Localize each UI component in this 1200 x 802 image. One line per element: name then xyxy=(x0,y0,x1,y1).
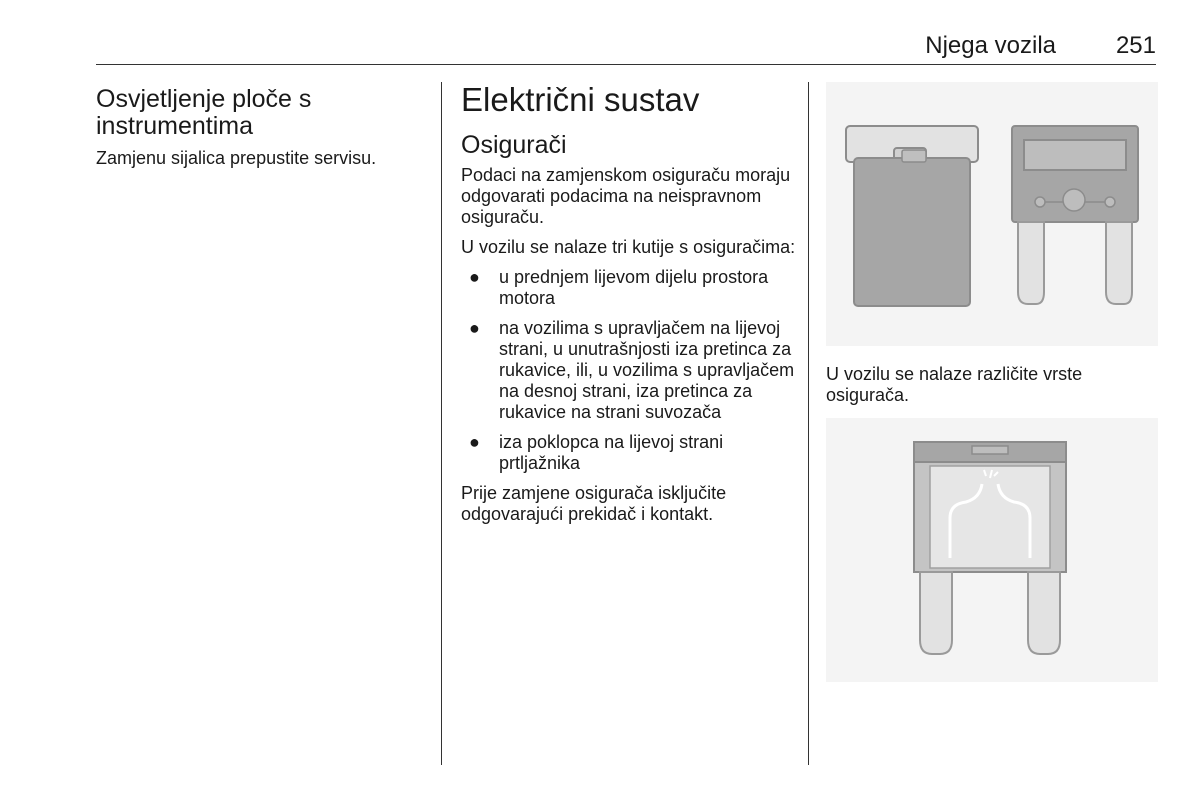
list-item xyxy=(461,267,796,309)
right-column xyxy=(826,82,1158,682)
column-divider-2 xyxy=(808,82,809,765)
paragraph-fuse-boxes: U vozilu se nalaze tri kutije s osiguračima: xyxy=(461,237,796,257)
mini-fuse-icon xyxy=(1012,126,1138,304)
section-title: Njega vozila xyxy=(925,32,1056,59)
left-column xyxy=(96,86,426,178)
bullet-dot-icon: ● xyxy=(469,318,480,338)
page-header xyxy=(96,30,1156,65)
middle-column xyxy=(461,82,796,534)
paragraph-replacement-fuse: Podaci na zamjenskom osiguraču moraju odgovarati podacima na neispravnom osiguraču. xyxy=(461,165,791,227)
bullet-dot-icon: ● xyxy=(469,432,480,452)
paragraph-before-replacement: Prije zamjene osigurača isključite odgovarajući prekidač i kontakt. xyxy=(461,483,727,524)
fuses-subheading: Osigurači xyxy=(461,131,567,159)
page-number: 251 xyxy=(1115,32,1156,59)
fuse-box-list xyxy=(461,267,796,474)
list-item-text: na vozilima s upravljačem na lijevoj strani, u unutrašnjosti iza pretinca za rukavice, ili, u vozilima s upravljačem na desnoj strani, iza pretinca za rukavice na strani suvozača xyxy=(499,318,795,422)
blown-fuse-icon xyxy=(914,442,1066,654)
instrument-lighting-text: Zamjenu sijalica prepustite servisu. xyxy=(96,148,377,168)
blown-fuse-drawing xyxy=(826,418,1158,682)
fuse-types-caption: U vozilu se nalaze različite vrste osigurača. xyxy=(826,364,1083,405)
list-item xyxy=(461,318,796,423)
column-divider-1 xyxy=(441,82,442,765)
blown-fuse-illustration xyxy=(826,418,1158,682)
list-item xyxy=(461,432,796,474)
list-item-text: iza poklopca na lijevoj strani prtljažnika xyxy=(499,432,724,473)
bullet-dot-icon: ● xyxy=(469,267,480,287)
maxi-fuse-icon xyxy=(846,126,978,306)
instrument-lighting-heading: Osvjetljenje ploče s instrumentima xyxy=(96,85,312,140)
fuse-types-drawing xyxy=(826,82,1158,346)
list-item-text: u prednjem lijevom dijelu prostora motora xyxy=(499,267,769,308)
chapter-title: Električni sustav xyxy=(461,81,700,118)
fuse-types-illustration xyxy=(826,82,1158,346)
